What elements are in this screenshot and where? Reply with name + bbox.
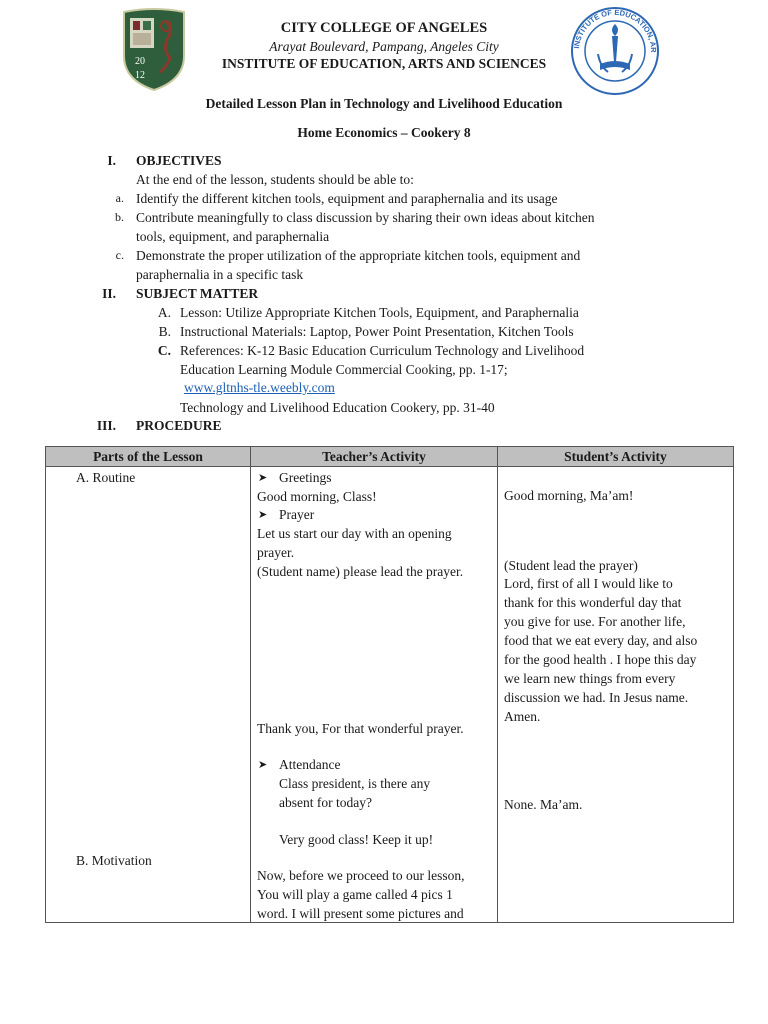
student-text: Good morning, Ma’am! xyxy=(504,488,634,503)
seal-ring-text: INSTITUTE OF EDUCATION, AR xyxy=(572,7,659,53)
subject-text: Lesson: Utilize Appropriate Kitchen Tools, Equipment, and Paraphernalia xyxy=(180,305,579,320)
teacher-text: (Student name) please lead the prayer. xyxy=(257,564,464,579)
subject-label: B. xyxy=(158,324,171,339)
teacher-text: absent for today? xyxy=(279,795,372,810)
section-num-procedure: III. xyxy=(96,418,116,433)
arrow-bullet-icon: ➤ xyxy=(258,471,268,484)
objective-label: a. xyxy=(115,191,124,205)
teacher-text: Now, before we proceed to our lesson, xyxy=(257,868,465,883)
student-text: you give for use. For another life, xyxy=(504,614,686,629)
header-teacher: Teacher’s Activity xyxy=(251,447,498,467)
objective-text: paraphernalia in a specific task xyxy=(136,267,304,282)
student-text: Lord, first of all I would like to xyxy=(504,576,673,591)
student-text: food that we eat every day, and also xyxy=(504,633,698,648)
teacher-text: You will play a game called 4 pics 1 xyxy=(257,887,453,902)
teacher-cell xyxy=(251,467,498,923)
table-row xyxy=(46,467,734,923)
objectives-intro: At the end of the lesson, students should be able to: xyxy=(136,172,414,187)
teacher-text: Good morning, Class! xyxy=(257,489,377,504)
reference-link[interactable]: www.gltnhs-tle.weebly.com xyxy=(184,380,335,395)
header-student: Student’s Activity xyxy=(498,447,734,467)
subject-label: C. xyxy=(157,343,171,358)
student-text: for the good health . I hope this day xyxy=(504,652,697,667)
arrow-bullet-icon: ➤ xyxy=(258,758,268,771)
doc-title: Detailed Lesson Plan in Technology and Livelihood Education xyxy=(205,96,563,111)
objective-label: c. xyxy=(115,248,124,262)
table-header-row xyxy=(46,447,734,467)
arrow-bullet-icon: ➤ xyxy=(258,508,268,521)
teacher-text: Thank you, For that wonderful prayer. xyxy=(257,721,464,736)
objective-text: Identify the different kitchen tools, equipment and paraphernalia and its usage xyxy=(136,191,558,206)
reference-line: Technology and Livelihood Education Cookery, pp. 31-40 xyxy=(180,400,495,415)
seal-year-bottom: 12 xyxy=(135,70,145,81)
section-title-procedure: PROCEDURE xyxy=(136,418,222,433)
subject-text: Instructional Materials: Laptop, Power Point Presentation, Kitchen Tools xyxy=(180,324,574,339)
institute-name: INSTITUTE OF EDUCATION, ARTS AND SCIENCES xyxy=(221,56,547,71)
teacher-text: prayer. xyxy=(257,545,295,560)
seal-year-top: 20 xyxy=(135,56,145,67)
student-text: Amen. xyxy=(504,709,541,724)
college-address: Arayat Boulevard, Pampang, Angeles City xyxy=(269,39,499,54)
section-num-objectives: I. xyxy=(107,153,116,168)
lesson-table xyxy=(45,446,734,923)
teacher-greetings: Greetings xyxy=(279,470,332,485)
reference-line: Education Learning Module Commercial Cooking, pp. 1-17; xyxy=(180,362,508,377)
part-routine: A. Routine xyxy=(76,470,136,485)
teacher-text: Very good class! Keep it up! xyxy=(279,832,434,847)
teacher-text: word. I will present some pictures and xyxy=(257,906,464,921)
objective-text: Contribute meaningfully to class discussion by sharing their own ideas about kitchen xyxy=(136,210,595,225)
header-parts: Parts of the Lesson xyxy=(46,447,251,467)
subject-text: References: K-12 Basic Education Curriculum Technology and Livelihood xyxy=(180,343,585,358)
student-text: thank for this wonderful day that xyxy=(504,595,682,610)
objective-text: tools, equipment, and paraphernalia xyxy=(136,229,330,244)
objective-label: b. xyxy=(115,210,124,224)
student-cell xyxy=(498,467,734,923)
student-text: None. Ma’am. xyxy=(504,797,583,812)
student-text: we learn new things from every xyxy=(504,671,676,686)
teacher-attendance: Attendance xyxy=(279,757,341,772)
objective-text: Demonstrate the proper utilization of the appropriate kitchen tools, equipment and xyxy=(136,248,581,263)
doc-subtitle: Home Economics – Cookery 8 xyxy=(297,125,471,140)
student-text: (Student lead the prayer) xyxy=(504,558,638,573)
college-name: CITY COLLEGE OF ANGELES xyxy=(280,20,488,36)
student-text: discussion we had. In Jesus name. xyxy=(504,690,689,705)
section-title-objectives: OBJECTIVES xyxy=(136,153,222,168)
teacher-text: Let us start our day with an opening xyxy=(257,526,452,541)
teacher-text: Class president, is there any xyxy=(279,776,431,791)
part-motivation: B. Motivation xyxy=(76,853,152,868)
teacher-prayer: Prayer xyxy=(279,507,315,522)
section-title-subject-matter: SUBJECT MATTER xyxy=(136,286,259,301)
section-num-subject-matter: II. xyxy=(102,286,116,301)
parts-cell xyxy=(46,467,251,923)
subject-label: A. xyxy=(157,305,171,320)
